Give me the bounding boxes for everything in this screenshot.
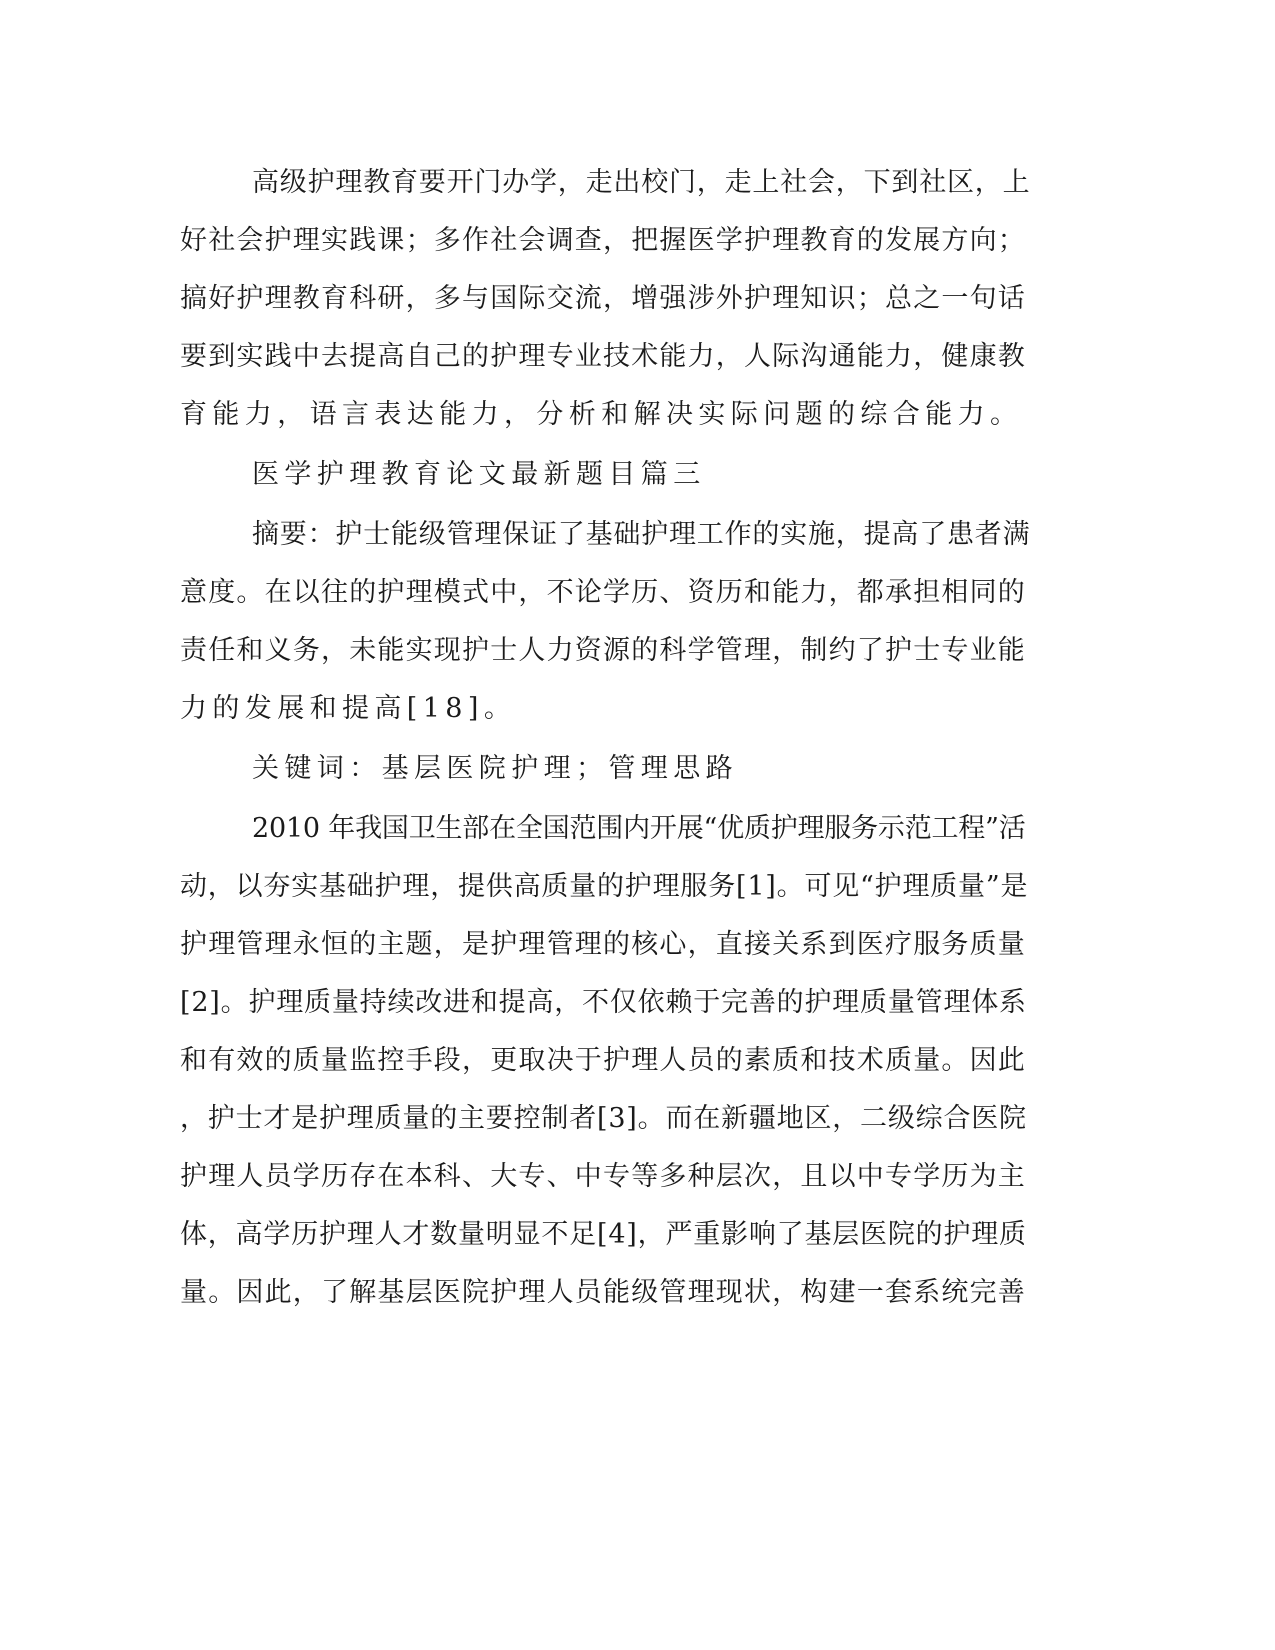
abstract-line: 责任和义务，未能实现护士人力资源的科学管理，制约了护士专业能 <box>180 635 1026 666</box>
paragraph-line: 量。因此，了解基层医院护理人员能级管理现状，构建一套系统完善 <box>180 1277 1026 1308</box>
paragraph-line: 2010 年我国卫生部在全国范围内开展“优质护理服务示范工程”活 <box>252 813 1026 844</box>
abstract-line: 摘要：护士能级管理保证了基础护理工作的实施，提高了患者满 <box>252 519 1031 550</box>
paragraph-line: ，护士才是护理质量的主要控制者[3]。而在新疆地区，二级综合医院 <box>180 1103 1027 1134</box>
paragraph-line: 高级护理教育要开门办学，走出校门，走上社会，下到社区，上 <box>252 167 1031 198</box>
paragraph-line: 要到实践中去提高自己的护理专业技术能力，人际沟通能力，健康教 <box>180 341 1026 372</box>
section-title: 医学护理教育论文最新题目篇三 <box>252 459 706 490</box>
paragraph-line: 好社会护理实践课；多作社会调查，把握医学护理教育的发展方向； <box>180 225 1026 256</box>
paragraph-line: 护理管理永恒的主题，是护理管理的核心，直接关系到医疗服务质量 <box>180 929 1026 960</box>
paragraph-line: 护理人员学历存在本科、大专、中专等多种层次，且以中专学历为主 <box>180 1161 1026 1192</box>
paragraph-line: 和有效的质量监控手段，更取决于护理人员的素质和技术质量。因此 <box>180 1045 1026 1076</box>
abstract-line: 意度。在以往的护理模式中，不论学历、资历和能力，都承担相同的 <box>180 577 1026 608</box>
paragraph-line: 动，以夯实基础护理，提供高质量的护理服务[1]。可见“护理质量”是 <box>180 871 1029 902</box>
paragraph-line: 搞好护理教育科研，多与国际交流，增强涉外护理知识；总之一句话 <box>180 283 1026 314</box>
keywords-line: 关键词：基层医院护理；管理思路 <box>252 753 738 784</box>
paragraph-line: 育能力，语言表达能力，分析和解决实际问题的综合能力。 <box>180 399 1023 430</box>
paragraph-line: 体，高学历护理人才数量明显不足[4]，严重影响了基层医院的护理质 <box>180 1219 1027 1250</box>
paragraph-line: [2]。护理质量持续改进和提高，不仅依赖于完善的护理质量管理体系 <box>180 987 1027 1018</box>
abstract-line: 力的发展和提高[18]。 <box>180 693 517 724</box>
